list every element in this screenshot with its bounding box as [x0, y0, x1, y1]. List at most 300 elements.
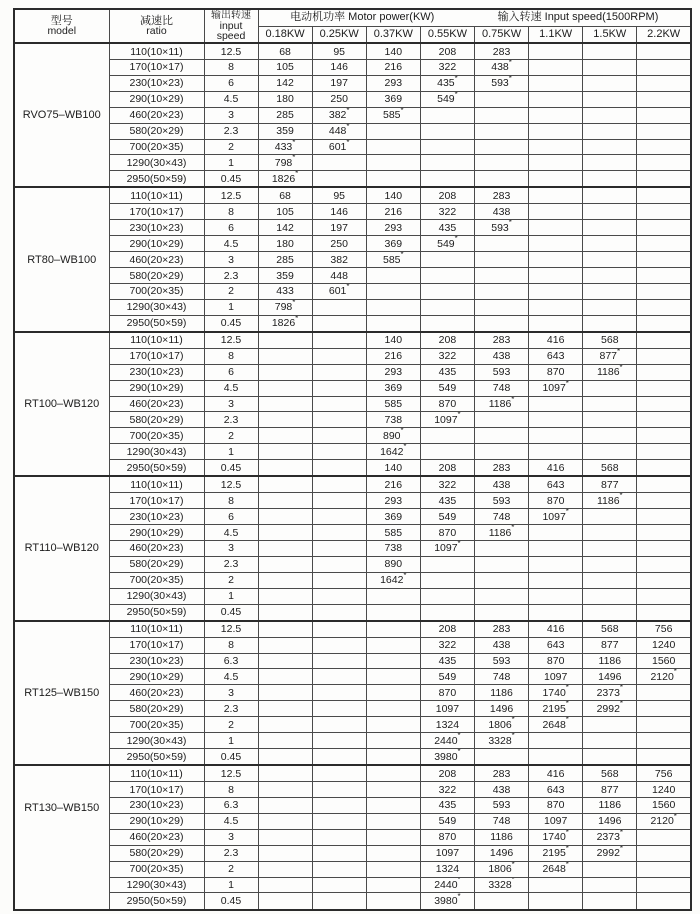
power-value-cell — [583, 861, 637, 877]
asterisk-marker: * — [346, 139, 350, 147]
power-value-cell — [529, 75, 583, 91]
table-body — [14, 43, 691, 910]
ratio-cell: 1290(30×43) — [109, 155, 204, 171]
power-value-cell: 1642* — [366, 572, 420, 588]
power-value-cell: 1826* — [258, 315, 312, 332]
output-speed-cell: 8 — [204, 60, 258, 76]
power-value-cell: 2120* — [637, 669, 691, 685]
spec-row — [14, 861, 691, 877]
header-model-cn: 型号 — [50, 14, 73, 27]
power-value-cell: 322 — [420, 782, 474, 798]
asterisk-marker: * — [346, 123, 350, 131]
power-value-cell: 3980* — [420, 749, 474, 766]
power-value-cell: 322 — [420, 637, 474, 653]
power-value-cell: 369 — [366, 509, 420, 525]
header-model-en: model — [47, 25, 77, 38]
power-value-cell: 870 — [420, 685, 474, 701]
power-value-cell — [637, 412, 691, 428]
power-value-cell: 748 — [475, 380, 529, 396]
header-kw-037: 0.37KW — [366, 26, 420, 43]
asterisk-marker: * — [457, 411, 461, 420]
power-value-cell: 285 — [258, 107, 312, 123]
power-value-cell — [312, 797, 366, 813]
output-speed-cell: 0.45 — [204, 749, 258, 766]
spec-row — [14, 637, 691, 653]
power-value-cell — [637, 476, 691, 493]
power-value-cell — [583, 749, 637, 766]
ratio-cell: 580(20×29) — [109, 123, 204, 139]
model-cell — [14, 332, 109, 476]
spec-row — [14, 75, 691, 91]
power-value-cell — [637, 604, 691, 621]
output-speed-cell: 12.5 — [204, 476, 258, 493]
power-value-cell — [420, 444, 474, 460]
power-value-cell — [420, 123, 474, 139]
output-speed-cell: 1 — [204, 733, 258, 749]
spec-row — [14, 845, 691, 861]
power-value-cell — [366, 155, 420, 171]
power-value-cell — [583, 380, 637, 396]
model-label: RT110–WB120 — [24, 542, 99, 555]
power-value-cell — [312, 782, 366, 798]
power-value-cell: 601* — [312, 283, 366, 299]
power-value-cell: 416 — [529, 460, 583, 477]
power-value-cell: 140 — [366, 43, 420, 60]
ratio-cell: 2950(50×59) — [109, 604, 204, 621]
power-value-cell — [583, 75, 637, 91]
power-value-cell — [529, 155, 583, 171]
ratio-cell: 580(20×29) — [109, 556, 204, 572]
power-value-cell — [258, 782, 312, 798]
power-value-cell — [637, 460, 691, 477]
power-value-cell — [312, 332, 366, 349]
power-value-cell: 438 — [475, 476, 529, 493]
power-value-cell — [258, 525, 312, 541]
power-value-cell — [529, 107, 583, 123]
power-value-cell: 738 — [366, 540, 420, 556]
power-value-cell: 448* — [312, 123, 366, 139]
header-output-speed-en1: input — [219, 19, 243, 32]
power-value-cell — [258, 476, 312, 493]
ratio-cell: 1290(30×43) — [109, 733, 204, 749]
model-label: RVO75–WB100 — [22, 109, 101, 122]
power-value-cell — [366, 588, 420, 604]
asterisk-marker: * — [619, 492, 623, 501]
power-value-cell — [366, 315, 420, 332]
power-value-cell — [420, 428, 474, 444]
power-value-cell — [637, 509, 691, 525]
ratio-cell: 1290(30×43) — [109, 299, 204, 315]
power-value-cell — [583, 204, 637, 220]
power-value-cell — [312, 877, 366, 893]
power-value-cell: 105 — [258, 204, 312, 220]
power-value-cell — [583, 412, 637, 428]
power-value-cell — [258, 813, 312, 829]
power-value-cell — [583, 268, 637, 284]
power-value-cell — [312, 588, 366, 604]
power-value-cell: 1740* — [529, 829, 583, 845]
power-value-cell — [529, 283, 583, 299]
power-value-cell — [529, 139, 583, 155]
power-value-cell — [420, 283, 474, 299]
power-value-cell: 877 — [583, 476, 637, 493]
ratio-cell: 290(10×29) — [109, 236, 204, 252]
ratio-cell: 460(20×23) — [109, 252, 204, 268]
power-value-cell — [637, 701, 691, 717]
power-value-cell: 283 — [475, 460, 529, 477]
power-value-cell — [475, 540, 529, 556]
power-value-cell — [529, 204, 583, 220]
power-value-cell: 435* — [420, 75, 474, 91]
power-value-cell — [637, 428, 691, 444]
output-speed-cell: 12.5 — [204, 765, 258, 782]
spec-row — [14, 348, 691, 364]
asterisk-marker: * — [617, 348, 621, 356]
model-cell — [14, 621, 109, 765]
header-model — [14, 9, 109, 43]
model-label: RT100–WB120 — [24, 398, 100, 411]
ratio-cell: 170(10×17) — [109, 60, 204, 76]
asterisk-marker: * — [457, 892, 461, 901]
power-value-cell: 250 — [312, 91, 366, 107]
ratio-cell: 580(20×29) — [109, 268, 204, 284]
power-value-cell: 2440* — [420, 733, 474, 749]
power-value-cell — [637, 171, 691, 188]
power-value-cell: 283 — [475, 187, 529, 204]
power-value-cell — [637, 444, 691, 460]
spec-row — [14, 765, 691, 782]
power-value-cell: 208 — [420, 332, 474, 349]
output-speed-cell: 1 — [204, 155, 258, 171]
asterisk-marker: * — [508, 59, 512, 67]
spec-row — [14, 123, 691, 139]
power-value-cell: 2992* — [583, 701, 637, 717]
asterisk-marker: * — [457, 877, 461, 885]
output-speed-cell: 3 — [204, 685, 258, 701]
power-value-cell: 95 — [312, 43, 366, 60]
power-value-cell — [529, 315, 583, 332]
power-value-cell — [258, 444, 312, 460]
power-value-cell — [529, 604, 583, 621]
power-value-cell — [637, 749, 691, 766]
spec-row — [14, 653, 691, 669]
power-value-cell — [583, 187, 637, 204]
asterisk-marker: * — [565, 508, 569, 517]
power-value-cell — [529, 187, 583, 204]
model-cell — [14, 476, 109, 620]
ratio-cell: 580(20×29) — [109, 845, 204, 861]
power-value-cell — [583, 588, 637, 604]
header-input-speed-title: 输入转速 Input speed(1500RPM) — [497, 11, 659, 24]
output-speed-cell: 1 — [204, 299, 258, 315]
power-value-cell: 756 — [637, 621, 691, 638]
output-speed-cell: 3 — [204, 252, 258, 268]
ratio-cell: 460(20×23) — [109, 685, 204, 701]
power-value-cell — [637, 493, 691, 509]
power-value-cell — [312, 829, 366, 845]
power-value-cell — [637, 572, 691, 588]
power-value-cell — [583, 604, 637, 621]
spec-row — [14, 412, 691, 428]
power-value-cell — [312, 749, 366, 766]
asterisk-marker: * — [346, 107, 350, 115]
header-kw-22: 2.2KW — [637, 26, 691, 43]
power-value-cell — [583, 123, 637, 139]
header-kw-11: 1.1KW — [529, 26, 583, 43]
ratio-cell: 2950(50×59) — [109, 171, 204, 188]
output-speed-cell: 0.45 — [204, 171, 258, 188]
output-speed-cell: 3 — [204, 396, 258, 412]
power-value-cell: 1097* — [420, 412, 474, 428]
power-value-cell — [583, 60, 637, 76]
ratio-cell: 1290(30×43) — [109, 877, 204, 893]
power-value-cell: 1186 — [583, 797, 637, 813]
power-value-cell — [258, 380, 312, 396]
header-kw-018: 0.18KW — [258, 26, 312, 43]
header-output-speed-en2: speed — [216, 29, 246, 42]
power-value-cell — [258, 460, 312, 477]
power-value-cell — [583, 155, 637, 171]
power-value-cell: 180 — [258, 91, 312, 107]
spec-row — [14, 476, 691, 493]
power-value-cell: 438 — [475, 637, 529, 653]
power-value-cell: 322 — [420, 60, 474, 76]
power-value-cell — [366, 669, 420, 685]
power-value-cell — [366, 829, 420, 845]
power-value-cell — [475, 444, 529, 460]
asterisk-marker: * — [565, 861, 569, 869]
spec-row — [14, 685, 691, 701]
power-value-cell — [529, 268, 583, 284]
output-speed-cell: 4.5 — [204, 380, 258, 396]
power-value-cell: 1560 — [637, 797, 691, 813]
power-value-cell: 285 — [258, 252, 312, 268]
power-value-cell — [420, 139, 474, 155]
spec-row — [14, 572, 691, 588]
power-value-cell: 2373* — [583, 829, 637, 845]
ratio-cell: 230(10×23) — [109, 75, 204, 91]
output-speed-cell: 6 — [204, 509, 258, 525]
power-value-cell: 877* — [583, 348, 637, 364]
power-value-cell — [312, 476, 366, 493]
output-speed-cell: 12.5 — [204, 43, 258, 60]
power-value-cell: 870 — [529, 653, 583, 669]
power-value-cell — [529, 123, 583, 139]
power-value-cell — [637, 829, 691, 845]
power-value-cell — [258, 348, 312, 364]
power-value-cell: 293 — [366, 75, 420, 91]
power-value-cell — [366, 139, 420, 155]
spec-row — [14, 717, 691, 733]
power-value-cell: 322 — [420, 348, 474, 364]
output-speed-cell: 0.45 — [204, 315, 258, 332]
power-value-cell — [637, 315, 691, 332]
asterisk-marker: * — [565, 700, 569, 709]
output-speed-cell: 0.45 — [204, 460, 258, 477]
power-value-cell — [637, 845, 691, 861]
power-value-cell — [312, 813, 366, 829]
power-value-cell — [637, 299, 691, 315]
power-value-cell — [258, 540, 312, 556]
spec-row — [14, 364, 691, 380]
output-speed-cell: 4.5 — [204, 91, 258, 107]
output-speed-cell: 2 — [204, 139, 258, 155]
power-value-cell: 140 — [366, 187, 420, 204]
power-value-cell — [258, 509, 312, 525]
spec-row — [14, 460, 691, 477]
power-value-cell: 433 — [258, 283, 312, 299]
header-ratio-en: ratio — [146, 25, 167, 38]
power-value-cell — [529, 299, 583, 315]
power-value-cell: 2440* — [420, 877, 474, 893]
power-value-cell: 416 — [529, 621, 583, 638]
asterisk-marker: * — [457, 732, 461, 741]
power-value-cell: 283 — [475, 332, 529, 349]
asterisk-marker: * — [457, 748, 461, 757]
power-value-cell: 1186 — [475, 829, 529, 845]
power-value-cell: 870 — [420, 525, 474, 541]
power-value-cell: 748 — [475, 669, 529, 685]
spec-row — [14, 315, 691, 332]
power-value-cell — [312, 572, 366, 588]
power-value-cell — [312, 653, 366, 669]
power-value-cell — [312, 460, 366, 477]
power-value-cell: 382* — [312, 107, 366, 123]
power-value-cell — [529, 412, 583, 428]
power-value-cell — [529, 877, 583, 893]
spec-row — [14, 220, 691, 236]
power-value-cell: 293 — [366, 220, 420, 236]
power-value-cell: 435 — [420, 364, 474, 380]
spec-row — [14, 171, 691, 188]
power-value-cell: 283 — [475, 43, 529, 60]
output-speed-cell: 2 — [204, 428, 258, 444]
power-value-cell — [529, 556, 583, 572]
output-speed-cell: 4.5 — [204, 236, 258, 252]
ratio-cell: 170(10×17) — [109, 782, 204, 798]
power-value-cell — [312, 525, 366, 541]
spec-row — [14, 60, 691, 76]
output-speed-cell: 0.45 — [204, 604, 258, 621]
power-value-cell: 140 — [366, 460, 420, 477]
power-value-cell — [529, 525, 583, 541]
power-value-cell: 435 — [420, 653, 474, 669]
model-label: RT125–WB150 — [24, 686, 100, 699]
power-value-cell: 438 — [475, 782, 529, 798]
spec-row — [14, 236, 691, 252]
power-value-cell — [312, 444, 366, 460]
power-value-cell — [366, 893, 420, 910]
power-value-cell: 1186 — [583, 653, 637, 669]
ratio-cell: 170(10×17) — [109, 348, 204, 364]
power-value-cell: 2195* — [529, 845, 583, 861]
asterisk-marker: * — [619, 364, 623, 372]
power-value-cell: 738 — [366, 412, 420, 428]
power-value-cell: 1496 — [475, 845, 529, 861]
asterisk-marker: * — [400, 427, 404, 436]
power-value-cell — [529, 236, 583, 252]
power-value-cell — [529, 252, 583, 268]
asterisk-marker: * — [511, 877, 515, 885]
power-value-cell: 1642* — [366, 444, 420, 460]
power-value-cell: 870 — [529, 493, 583, 509]
power-value-cell: 2120* — [637, 813, 691, 829]
asterisk-marker: * — [565, 380, 569, 388]
output-speed-cell: 2.3 — [204, 556, 258, 572]
power-value-cell — [366, 701, 420, 717]
output-speed-cell: 8 — [204, 204, 258, 220]
asterisk-marker: * — [292, 139, 296, 147]
output-speed-cell: 2 — [204, 283, 258, 299]
spec-row — [14, 139, 691, 155]
power-value-cell — [312, 556, 366, 572]
power-value-cell — [258, 797, 312, 813]
output-speed-cell: 4.5 — [204, 813, 258, 829]
output-speed-cell: 1 — [204, 877, 258, 893]
power-value-cell: 593* — [475, 75, 529, 91]
power-value-cell: 1097 — [420, 701, 474, 717]
table-header — [14, 9, 691, 43]
power-value-cell — [529, 220, 583, 236]
ratio-cell: 230(10×23) — [109, 364, 204, 380]
power-value-cell — [637, 75, 691, 91]
power-value-cell: 890* — [366, 428, 420, 444]
asterisk-marker: * — [511, 861, 515, 869]
power-value-cell — [475, 428, 529, 444]
header-motor-power — [258, 9, 691, 26]
power-value-cell — [258, 428, 312, 444]
power-value-cell — [366, 782, 420, 798]
output-speed-cell: 6 — [204, 364, 258, 380]
power-value-cell — [475, 588, 529, 604]
power-value-cell — [366, 717, 420, 733]
power-value-cell: 643 — [529, 348, 583, 364]
asterisk-marker: * — [565, 845, 569, 853]
ratio-cell: 170(10×17) — [109, 204, 204, 220]
asterisk-marker: * — [619, 829, 624, 837]
power-value-cell — [258, 364, 312, 380]
power-value-cell — [529, 588, 583, 604]
output-speed-cell: 6.3 — [204, 653, 258, 669]
power-value-cell — [258, 733, 312, 749]
power-value-cell — [583, 236, 637, 252]
power-value-cell: 1806* — [475, 861, 529, 877]
power-value-cell — [583, 877, 637, 893]
power-value-cell — [583, 509, 637, 525]
spec-row — [14, 701, 691, 717]
power-value-cell — [258, 637, 312, 653]
power-value-cell — [258, 621, 312, 638]
model-cell — [14, 187, 109, 331]
power-value-cell — [637, 283, 691, 299]
power-value-cell — [583, 299, 637, 315]
power-value-cell — [258, 829, 312, 845]
spec-row — [14, 43, 691, 60]
power-value-cell — [583, 220, 637, 236]
ratio-cell: 700(20×35) — [109, 861, 204, 877]
spec-row — [14, 749, 691, 766]
power-value-cell: 216 — [366, 204, 420, 220]
power-value-cell — [475, 139, 529, 155]
power-value-cell — [637, 236, 691, 252]
power-value-cell: 435 — [420, 220, 474, 236]
power-value-cell — [312, 765, 366, 782]
power-value-cell — [366, 845, 420, 861]
power-value-cell — [312, 396, 366, 412]
power-value-cell — [366, 749, 420, 766]
power-value-cell: 643 — [529, 476, 583, 493]
power-value-cell: 146 — [312, 60, 366, 76]
